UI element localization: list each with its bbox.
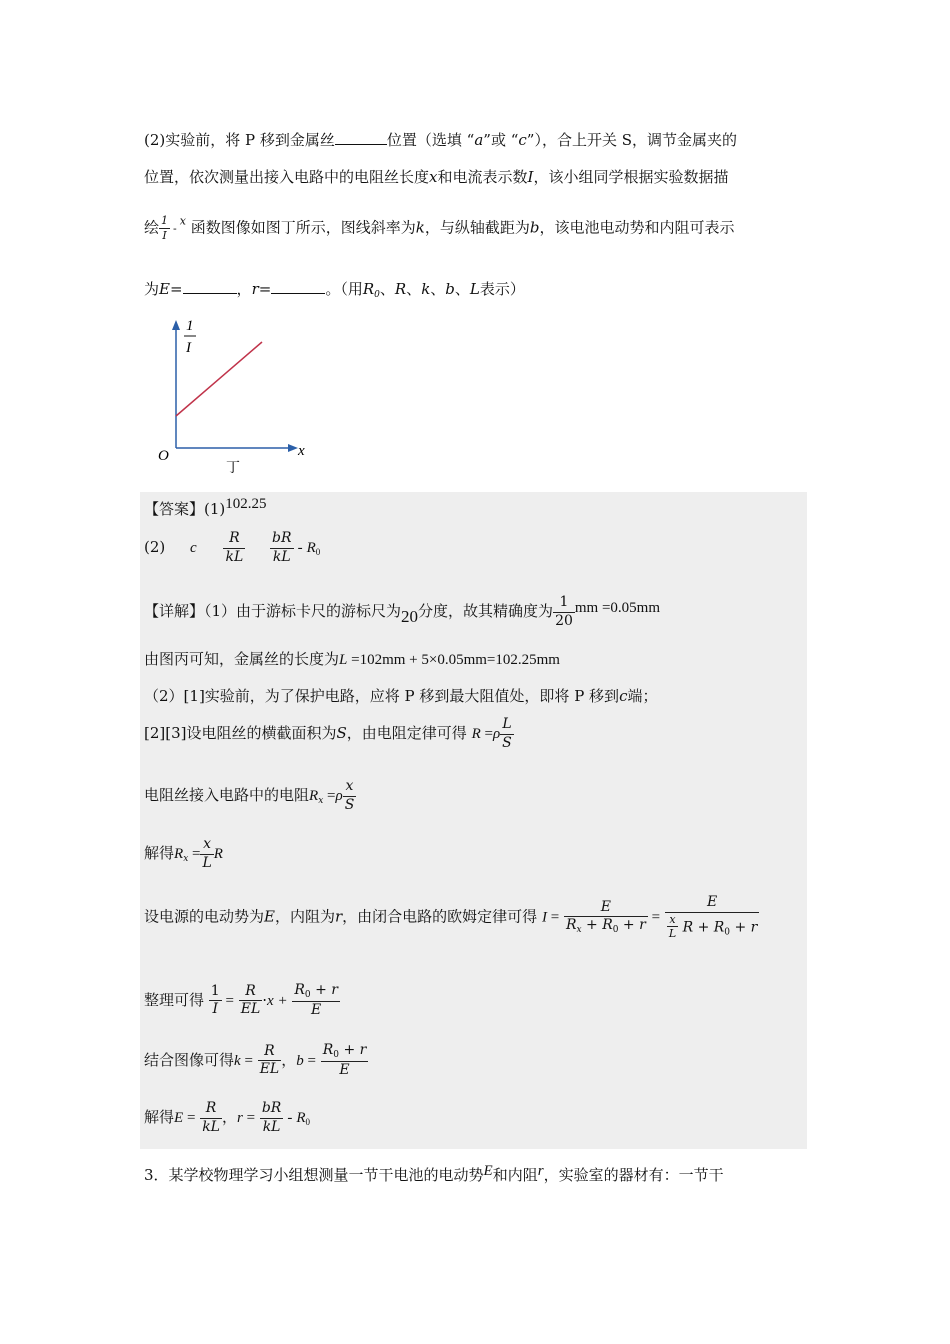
rx-frac: $\frac{x}{S}$ (344, 778, 355, 813)
r-result-frac: $\frac{bR}{kL}$ (261, 1100, 282, 1135)
intercept-frac: $\frac{R_0 + r}{E}$ (294, 982, 338, 1019)
detail-line-6: 解得$R_x$ = $\frac{x}{L}$ R (144, 836, 223, 871)
origin-label: O (158, 448, 169, 464)
answer-frac-r: $\frac{bR}{kL}$ (272, 530, 292, 565)
inv-i-frac: $\frac{1}{I}$ (210, 982, 220, 1018)
question-line-2: 位置，依次测量出接入电路中的电阻丝长度x和电流表示数I，该小组同学根据实验数据描 (144, 168, 729, 186)
answer-line-2: (2) c $\frac{R}{kL}$ $\frac{bR}{kL}$ - $R_0$ (144, 530, 321, 565)
blank[interactable] (335, 144, 387, 145)
detail-line-7: 设电源的电动势为E，内阻为r，由闭合电路的欧姆定律可得 I = $\frac{E}{R_x + R_0 + r}$ = E $\frac{x}{L}$ $R + R_0 + r$ (144, 894, 758, 941)
y-arrow (172, 320, 180, 330)
detail-line-3: （2）[1]实验前，为了保护电路，应将 P 移到最大阻值处，即将 P 移到c端； (144, 687, 658, 705)
detail-line-8: 整理可得 $\frac{1}{I}$ = $\frac{R}{EL}$ ⋅x + $\frac{R_0 + r}{E}$ (144, 982, 338, 1019)
one-over-i: $\frac{1}{I}$ (161, 214, 169, 242)
detail-line-2: 由图丙可知，金属丝的长度为L =102mm + 5×0.05mm=102.25mm (144, 650, 560, 668)
ohm-frac-2: E $\frac{x}{L}$ $R + R_0 + r$ (665, 894, 760, 941)
detail-line-10: 解得E = $\frac{R}{kL}$ ，r = $\frac{bR}{kL}$ - $R_0$ (144, 1100, 311, 1135)
y-label-num: 1 (186, 318, 194, 334)
question-line-1: (2)实验前，将 P 移到金属丝 位置（选填 “a”或 “c”），合上开关 S，调节金属夹的 (144, 131, 738, 149)
ohm-frac-1: $\frac{E}{R_x + R_0 + r}$ (565, 898, 646, 936)
answer-line-1: 【答案】(1)102.25 (144, 496, 267, 518)
graph-caption: 丁 (226, 460, 240, 476)
question-line-3: 绘 $\frac{1}{I}$ -$^x$ 函数图像如图丁所示，图线斜率为k，与纵轴截距为b，该电池电动势和内阻可表示 (144, 214, 735, 242)
detail-line-9: 结合图像可得k = $\frac{R}{EL}$ ，b = $\frac{R_0 + r}{E}$ (144, 1042, 367, 1079)
graph-ding (150, 310, 320, 480)
detail-line-4: [2][3]设电阻丝的横截面积为S，由电阻定律可得 R =ρ $\frac{L}{S}$ (144, 716, 512, 751)
blank-r[interactable] (271, 293, 325, 294)
b-frac: $\frac{R_0 + r}{E}$ (322, 1042, 367, 1079)
next-question-line: 3．某学校物理学习小组想测量一节干电池的电动势E和内阻r，实验室的器材有：一节干 (144, 1163, 724, 1184)
r-over-el-frac: $\frac{R}{EL}$ (240, 982, 261, 1018)
x-over-l-frac: $\frac{x}{L}$ (202, 836, 212, 871)
detail-line-5: 电阻丝接入电路中的电阻$R_x =\rho$ $\frac{x}{S}$ (144, 778, 355, 813)
x-arrow (288, 444, 298, 452)
detail-line-1: 【详解】（1）由于游标卡尺的游标尺为20分度，故其精确度为 $\frac{1}{20}$ mm =0.05mm (144, 594, 661, 629)
answer-frac-e: $\frac{R}{kL}$ (225, 530, 244, 565)
x-label: x (298, 443, 305, 459)
y-label-den: I (186, 340, 191, 356)
slope-frac: $\frac{R}{EL}$ (259, 1042, 280, 1078)
blank-e[interactable] (183, 293, 237, 294)
precision-frac: $\frac{1}{20}$ (555, 594, 573, 629)
question-line-4: 为E= ，r= 。（用$R_0$、R、k、b、L表示） (144, 280, 525, 300)
resistance-frac: $\frac{L}{S}$ (502, 716, 512, 751)
e-result-frac: $\frac{R}{kL}$ (202, 1100, 220, 1135)
